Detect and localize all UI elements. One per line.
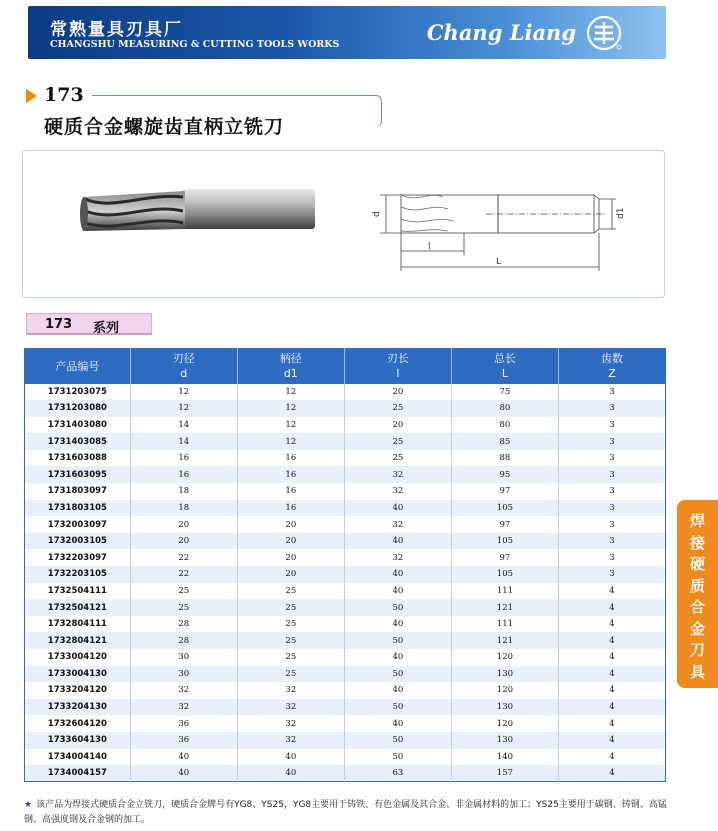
table-row bbox=[25, 500, 666, 517]
product-code-cell: 1731603095 bbox=[25, 466, 131, 483]
table-cell: 12 bbox=[130, 400, 237, 417]
table-cell: 97 bbox=[451, 549, 558, 566]
table-cell: 97 bbox=[451, 516, 558, 533]
table-cell: 36 bbox=[130, 732, 237, 749]
table-cell: 3 bbox=[558, 483, 665, 500]
product-code-cell: 1733604130 bbox=[25, 732, 131, 749]
table-cell: 3 bbox=[558, 400, 665, 417]
company-name-cn: 常熟量具刃具厂 bbox=[50, 20, 183, 40]
header-shank-diameter: 柄径 d1 bbox=[237, 349, 344, 384]
table-cell: 4 bbox=[558, 682, 665, 699]
table-cell: 4 bbox=[558, 632, 665, 649]
table-row bbox=[25, 765, 666, 782]
table-cell: 25 bbox=[344, 400, 451, 417]
table-cell: 121 bbox=[451, 632, 558, 649]
brand-name: Chang Liang bbox=[426, 20, 576, 45]
table-cell: 50 bbox=[344, 666, 451, 683]
category-side-tab bbox=[677, 500, 718, 688]
table-row bbox=[25, 483, 666, 500]
table-cell: 22 bbox=[130, 566, 237, 583]
product-code-cell: 1733204120 bbox=[25, 682, 131, 699]
table-cell: 4 bbox=[558, 732, 665, 749]
table-cell: 3 bbox=[558, 466, 665, 483]
table-cell: 88 bbox=[451, 450, 558, 467]
table-cell: 32 bbox=[130, 682, 237, 699]
product-code-cell: 1732604120 bbox=[25, 715, 131, 732]
table-cell: 3 bbox=[558, 433, 665, 450]
table-cell: 120 bbox=[451, 715, 558, 732]
table-cell: 63 bbox=[344, 765, 451, 782]
table-cell: 28 bbox=[130, 616, 237, 633]
table-cell: 12 bbox=[237, 400, 344, 417]
product-code-cell: 1733204130 bbox=[25, 699, 131, 716]
header-banner bbox=[28, 6, 666, 59]
dim-L-label: L bbox=[496, 257, 502, 267]
table-cell: 40 bbox=[130, 749, 237, 766]
table-cell: 3 bbox=[558, 549, 665, 566]
illustration-panel bbox=[22, 150, 665, 298]
table-cell: 4 bbox=[558, 666, 665, 683]
table-cell: 30 bbox=[130, 666, 237, 683]
table-row bbox=[25, 732, 666, 749]
table-cell: 111 bbox=[451, 616, 558, 633]
product-code-cell: 1731403080 bbox=[25, 417, 131, 434]
side-tab-char: 质 bbox=[689, 576, 705, 595]
table-cell: 40 bbox=[344, 616, 451, 633]
table-cell: 105 bbox=[451, 533, 558, 550]
table-cell: 3 bbox=[558, 417, 665, 434]
table-cell: 95 bbox=[451, 466, 558, 483]
header-cut-diameter: 刃径 d bbox=[130, 349, 237, 384]
end-mill-photo bbox=[73, 181, 333, 271]
table-cell: 32 bbox=[344, 516, 451, 533]
dim-d1-label: d1 bbox=[616, 207, 626, 219]
table-cell: 16 bbox=[237, 466, 344, 483]
table-row bbox=[25, 632, 666, 649]
table-cell: 40 bbox=[344, 566, 451, 583]
table-cell: 4 bbox=[558, 749, 665, 766]
table-cell: 25 bbox=[130, 599, 237, 616]
header-product-code: 产品编号 bbox=[25, 349, 131, 384]
table-cell: 80 bbox=[451, 400, 558, 417]
table-cell: 25 bbox=[130, 583, 237, 600]
table-cell: 105 bbox=[451, 566, 558, 583]
product-code-cell: 1732504121 bbox=[25, 599, 131, 616]
table-cell: 22 bbox=[130, 549, 237, 566]
table-cell: 120 bbox=[451, 682, 558, 699]
table-cell: 20 bbox=[130, 516, 237, 533]
table-cell: 32 bbox=[344, 466, 451, 483]
table-row bbox=[25, 682, 666, 699]
table-cell: 40 bbox=[344, 583, 451, 600]
side-tab-char: 合 bbox=[689, 598, 705, 616]
table-cell: 25 bbox=[237, 666, 344, 683]
table-cell: 25 bbox=[237, 583, 344, 600]
table-cell: 32 bbox=[237, 715, 344, 732]
product-code-cell: 1731403085 bbox=[25, 433, 131, 450]
table-cell: 3 bbox=[558, 566, 665, 583]
table-cell: 12 bbox=[130, 384, 237, 401]
header-teeth-count: 齿数 Z bbox=[558, 349, 665, 384]
footnote-text: 该产品为焊接式硬质合金立铣刀，硬质合金牌号有YG8、YS25，YG8主要用于铸铁、有色金属及其合金、非金属材料的加工；YS25主要用于碳钢、铸钢、高锰钢、高强度钢及合金钢的加工。 bbox=[24, 800, 667, 825]
table-cell: 25 bbox=[237, 616, 344, 633]
table-cell: 25 bbox=[237, 632, 344, 649]
table-cell: 20 bbox=[344, 417, 451, 434]
side-tab-char: 刀 bbox=[689, 641, 705, 659]
table-cell: 75 bbox=[451, 384, 558, 401]
side-tab-char: 具 bbox=[689, 662, 705, 681]
title-arrow-icon bbox=[26, 89, 37, 103]
product-code-cell: 1732203097 bbox=[25, 549, 131, 566]
table-row bbox=[25, 549, 666, 566]
table-row bbox=[25, 400, 666, 417]
table-cell: 4 bbox=[558, 715, 665, 732]
product-code-cell: 1734004140 bbox=[25, 749, 131, 766]
product-code-cell: 1732504111 bbox=[25, 583, 131, 600]
header-total-length: 总长 L bbox=[451, 349, 558, 384]
table-cell: 12 bbox=[237, 384, 344, 401]
table-cell: 85 bbox=[451, 433, 558, 450]
table-cell: 3 bbox=[558, 516, 665, 533]
table-cell: 50 bbox=[344, 699, 451, 716]
table-cell: 16 bbox=[237, 450, 344, 467]
footnote bbox=[24, 798, 674, 828]
table-row bbox=[25, 384, 666, 401]
table-cell: 111 bbox=[451, 583, 558, 600]
table-row bbox=[25, 433, 666, 450]
table-cell: 3 bbox=[558, 384, 665, 401]
product-code-cell: 1732003097 bbox=[25, 516, 131, 533]
table-body bbox=[25, 384, 666, 782]
table-cell: 4 bbox=[558, 699, 665, 716]
table-cell: 40 bbox=[344, 533, 451, 550]
table-cell: 20 bbox=[237, 533, 344, 550]
table-cell: 3 bbox=[558, 450, 665, 467]
table-cell: 32 bbox=[237, 699, 344, 716]
table-row bbox=[25, 583, 666, 600]
company-name-en: CHANGSHU MEASURING & CUTTING TOOLS WORKS bbox=[50, 39, 340, 50]
table-cell: 25 bbox=[344, 433, 451, 450]
table-cell: 4 bbox=[558, 649, 665, 666]
table-cell: 140 bbox=[451, 749, 558, 766]
product-code-cell: 1733004120 bbox=[25, 649, 131, 666]
table-cell: 25 bbox=[237, 599, 344, 616]
table-cell: 20 bbox=[237, 566, 344, 583]
table-cell: 32 bbox=[130, 699, 237, 716]
product-code-cell: 1731203080 bbox=[25, 400, 131, 417]
product-code-cell: 1732804111 bbox=[25, 616, 131, 633]
table-row bbox=[25, 599, 666, 616]
table-cell: 25 bbox=[344, 450, 451, 467]
series-code: 173 bbox=[45, 317, 73, 332]
table-cell: 50 bbox=[344, 749, 451, 766]
series-label bbox=[26, 313, 152, 335]
dim-l-label: l bbox=[428, 242, 431, 252]
product-code-cell: 1734004157 bbox=[25, 765, 131, 782]
table-cell: 20 bbox=[237, 549, 344, 566]
product-code-cell: 1732003105 bbox=[25, 533, 131, 550]
product-code-cell: 1731803097 bbox=[25, 483, 131, 500]
series-text: 系列 bbox=[93, 321, 120, 336]
table-cell: 14 bbox=[130, 433, 237, 450]
table-cell: 40 bbox=[344, 682, 451, 699]
side-tab-char: 硬 bbox=[689, 555, 705, 573]
dim-d-label: d bbox=[372, 211, 382, 217]
table-cell: 50 bbox=[344, 632, 451, 649]
table-cell: 30 bbox=[130, 649, 237, 666]
table-cell: 32 bbox=[344, 483, 451, 500]
table-cell: 4 bbox=[558, 583, 665, 600]
table-cell: 4 bbox=[558, 765, 665, 782]
table-row bbox=[25, 749, 666, 766]
table-cell: 40 bbox=[237, 765, 344, 782]
product-code-cell: 1732203105 bbox=[25, 566, 131, 583]
table-cell: 121 bbox=[451, 599, 558, 616]
table-cell: 18 bbox=[130, 500, 237, 517]
table-cell: 50 bbox=[344, 732, 451, 749]
table-cell: 36 bbox=[130, 715, 237, 732]
table-cell: 130 bbox=[451, 732, 558, 749]
side-tab-char: 焊 bbox=[689, 512, 705, 530]
table-cell: 120 bbox=[451, 649, 558, 666]
table-row bbox=[25, 417, 666, 434]
table-cell: 12 bbox=[237, 417, 344, 434]
star-icon: ★ bbox=[24, 800, 33, 810]
table-cell: 32 bbox=[344, 549, 451, 566]
table-cell: 32 bbox=[237, 732, 344, 749]
table-cell: 157 bbox=[451, 765, 558, 782]
table-cell: 16 bbox=[130, 466, 237, 483]
table-cell: 20 bbox=[130, 533, 237, 550]
table-cell: 80 bbox=[451, 417, 558, 434]
table-cell: 130 bbox=[451, 699, 558, 716]
table-cell: 50 bbox=[344, 599, 451, 616]
table-cell: 4 bbox=[558, 599, 665, 616]
product-name-title: 硬质合金螺旋齿直柄立铣刀 bbox=[44, 116, 285, 138]
table-row bbox=[25, 649, 666, 666]
table-row bbox=[25, 566, 666, 583]
table-row bbox=[25, 715, 666, 732]
table-row bbox=[25, 666, 666, 683]
table-row bbox=[25, 533, 666, 550]
side-tab-char: 金 bbox=[689, 619, 705, 638]
table-row bbox=[25, 699, 666, 716]
table-cell: 40 bbox=[344, 715, 451, 732]
product-code-title: 173 bbox=[44, 84, 84, 106]
header-flute-length: 刃长 l bbox=[344, 349, 451, 384]
table-cell: 3 bbox=[558, 533, 665, 550]
technical-drawing bbox=[368, 181, 628, 301]
table-cell: 14 bbox=[130, 417, 237, 434]
table-cell: 20 bbox=[344, 384, 451, 401]
table-cell: 16 bbox=[130, 450, 237, 467]
table-cell: 12 bbox=[237, 433, 344, 450]
table-cell: 4 bbox=[558, 616, 665, 633]
table-cell: 20 bbox=[237, 516, 344, 533]
changliang-logo-icon bbox=[586, 15, 622, 51]
side-tab-char: 接 bbox=[689, 533, 705, 552]
table-cell: 3 bbox=[558, 500, 665, 517]
table-row bbox=[25, 616, 666, 633]
product-code-cell: 1731803105 bbox=[25, 500, 131, 517]
product-code-cell: 1733004130 bbox=[25, 666, 131, 683]
table-cell: 16 bbox=[237, 500, 344, 517]
table-header-row bbox=[25, 349, 666, 384]
table-cell: 28 bbox=[130, 632, 237, 649]
table-cell: 16 bbox=[237, 483, 344, 500]
product-code-cell: 1731203075 bbox=[25, 384, 131, 401]
spec-table bbox=[24, 348, 666, 782]
table-cell: 97 bbox=[451, 483, 558, 500]
table-cell: 40 bbox=[237, 749, 344, 766]
table-row bbox=[25, 516, 666, 533]
table-cell: 40 bbox=[130, 765, 237, 782]
table-row bbox=[25, 450, 666, 467]
table-cell: 130 bbox=[451, 666, 558, 683]
table-cell: 40 bbox=[344, 500, 451, 517]
table-row bbox=[25, 466, 666, 483]
table-cell: 105 bbox=[451, 500, 558, 517]
table-cell: 18 bbox=[130, 483, 237, 500]
product-code-cell: 1732804121 bbox=[25, 632, 131, 649]
table-cell: 32 bbox=[237, 682, 344, 699]
product-code-cell: 1731603088 bbox=[25, 450, 131, 467]
table-cell: 40 bbox=[344, 649, 451, 666]
table-cell: 25 bbox=[237, 649, 344, 666]
